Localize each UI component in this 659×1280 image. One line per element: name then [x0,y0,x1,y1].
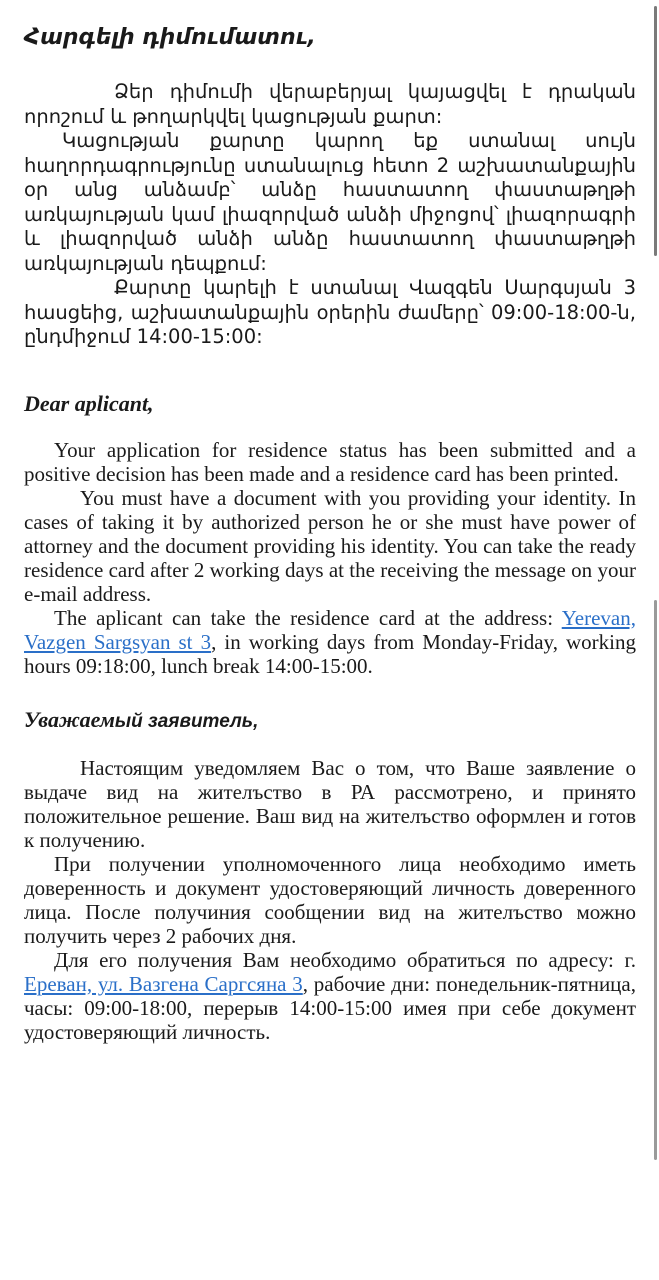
english-address-link[interactable]: Yerevan, Vazgen Sargsyan st 3 [24,605,636,654]
english-paragraph-2: You must have a document with you providing your identity. In cases of taking it by authorized person he or she must have power of attorney and the document providing his identity. You can take the ready residence card after 2 working days at the receiving the message on your e-mail address. [24,485,636,606]
armenian-paragraph-1: Ձեր դիմումի վերաբերյալ կայացվել է դրական որոշում և թողարկվել կացության քարտ: [24,80,636,128]
english-paragraph-1: Your application for residence status has been submitted and a positive decision has been made and a residence card has been printed. [24,437,636,486]
english-p3-after: , in working days from Monday-Friday, working hours 09:18:00, lunch break 14:00-15:00. [24,629,636,678]
armenian-paragraph-3: Քարտը կարելի է ստանալ Վազգեն Սարգսյան 3 հասցեից, աշխատանքային օրերին ժամերը՝ 09:00-18:00-ն, ընդմիջում 14:00-15:00: [24,276,636,348]
armenian-paragraph-2: Կացության քարտը կարող եք ստանալ սույն հաղորդագրությունը ստանալուց հետո 2 աշխատանքային օր անց անձամբ՝ անձը հաստատող փաստաթղթի առկայության կամ լիազորված անձի միջոցով՝ լիազորագրի և լիազորված անձի անձը հաստատող փաստաթղթի առկայության դեպքում: [24,129,636,275]
english-paragraph-3 [24,606,636,678]
russian-paragraph-1: Настоящим уведомляем Вас о том, что Ваше заявление о выдаче вид на жителъство в РА рассмотрено, и принято положительное решение. Ваш вид на жителъство оформлен и готов к получению. [24,755,636,852]
russian-address-link[interactable]: Ереван, ул. Вазгена Саргсяна 3 [24,971,303,996]
russian-p3-after: , рабочие дни: понедельник-пятница, часы: 09:00-18:00, перерыв 14:00-15:00 имея при себе документ удостоверяющий личность. [24,971,636,1044]
russian-salutation [24,706,636,736]
letter [24,24,636,1044]
russian-p3-before: Для его получения Вам необходимо обратиться по адресу: г. [54,947,636,972]
english-salutation: Dear aplicant, [24,390,154,416]
english-p3-before: The aplicant can take the residence card at the address: [54,605,562,630]
scrollbar-bottom[interactable] [654,600,657,1160]
russian-salutation-a: Уважаем [24,706,115,732]
russian-paragraph-3 [24,948,636,1044]
russian-paragraph-2: При получении уполномоченного лица необходимо иметь доверенность и документ удостоверяющий личность доверенного лица. После получиния сообщении вид на жителъство можно получить через 2 рабочих дня. [24,851,636,948]
armenian-salutation: Հարգելի դիմումատու, [24,25,316,50]
russian-salutation-b: ый заявитель, [114,710,259,732]
scrollbar-top[interactable] [654,6,657,256]
